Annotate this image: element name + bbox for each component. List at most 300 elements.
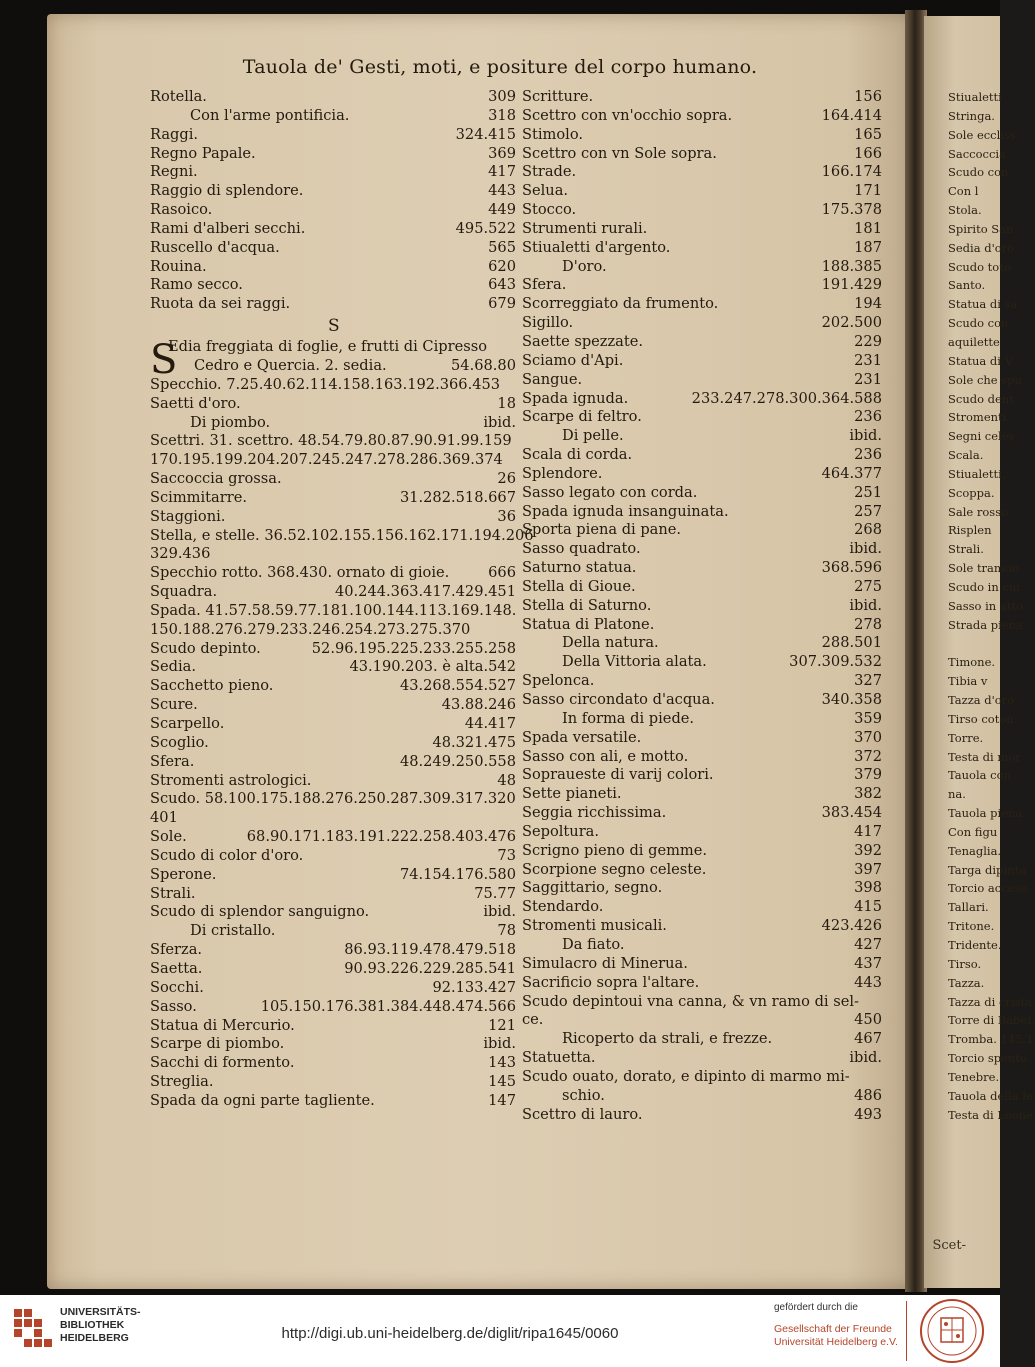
index-entry (522, 766, 882, 785)
index-entry (150, 866, 516, 885)
index-entry (522, 333, 882, 352)
entry-text: Edia freggiata di foglie, e frutti di Cipresso (168, 338, 487, 356)
entry-page-numbers: 427 (854, 935, 882, 953)
sponsor-block (774, 1302, 898, 1348)
entry-page-numbers: 368.596 (821, 559, 882, 577)
section-letter (150, 314, 516, 338)
entry-page-numbers: 397 (854, 860, 882, 878)
entry-text: Rouina. (150, 257, 207, 275)
entry-text: Scorpione segno celeste. (522, 860, 707, 878)
entry-text: Saetta. (150, 959, 203, 977)
entry-page-numbers: 493 (854, 1105, 882, 1123)
index-entry (522, 503, 882, 522)
index-entry (150, 182, 516, 201)
entry-text: Simulacro di Minerua. (522, 954, 688, 972)
index-entry (522, 465, 882, 484)
entry-text: Sepoltura. (522, 822, 600, 840)
entry-text: Scudo. 58.100.175.188.276.250.287.309.317.320 (150, 790, 516, 808)
entry-page-numbers: 175.378 (821, 201, 882, 219)
entry-text: D'oro. (562, 257, 607, 275)
entry-page-numbers: 121 (488, 1016, 516, 1034)
sponsor-org-line: Universität Heidelberg e.V. (774, 1335, 898, 1348)
entry-page-numbers: 443 (854, 973, 882, 991)
entry-text: Statua di Platone. (522, 615, 655, 633)
entry-page-numbers: 86.93.119.478.479.518 (344, 941, 516, 959)
index-entry (522, 408, 882, 427)
entry-page-numbers: 398 (854, 879, 882, 897)
facing-page-fragment: Scoppa. (948, 485, 995, 500)
entry-page-numbers: 383.454 (821, 804, 882, 822)
entry-text: Regno Papale. (150, 144, 256, 162)
entry-text: Splendore. (522, 464, 603, 482)
index-entry (150, 414, 516, 433)
facing-page-fragment (948, 634, 1035, 653)
entry-text: Scudo depinto. (150, 639, 261, 657)
entry-page-numbers: ibid. (483, 413, 516, 431)
index-entry (150, 903, 516, 922)
entry-page-numbers: 43.190.203. è alta.542 (349, 658, 516, 676)
entry-text: Regni. (150, 163, 198, 181)
facing-page-fragment: Statua di V (948, 353, 1013, 368)
index-entry (522, 672, 882, 691)
facing-page-fragment: Stringa. (948, 108, 995, 123)
facing-page-fragment: Scudo con (948, 316, 1009, 331)
index-entry (522, 691, 882, 710)
index-entry (522, 748, 882, 767)
entry-text: Sedia. (150, 658, 196, 676)
index-entry (522, 314, 882, 333)
entry-page-numbers: 145 (488, 1073, 516, 1091)
entry-page-numbers: 565 (488, 238, 516, 256)
index-entry (150, 583, 516, 602)
entry-text: Rami d'alberi secchi. (150, 219, 306, 237)
index-entry (150, 922, 516, 941)
entry-text: Scimmitarre. (150, 488, 247, 506)
entry-text: Spelonca. (522, 672, 595, 690)
entry-page-numbers: 318 (488, 106, 516, 124)
facing-page-fragment: Stiualetti (948, 90, 1002, 104)
entry-page-numbers: 75.77 (474, 884, 516, 902)
index-entry (522, 879, 882, 898)
entry-page-numbers: 166 (854, 144, 882, 162)
entry-text: Sacchetto pieno. (150, 677, 274, 695)
index-entry (150, 276, 516, 295)
entry-page-numbers: 443 (488, 182, 516, 200)
index-entry (150, 998, 516, 1017)
entry-text: Scettri. 31. scettro. 48.54.79.80.87.90.91.99.159 (150, 432, 512, 450)
entry-page-numbers: 48.249.250.558 (399, 752, 516, 770)
permalink-url[interactable]: http://digi.ub.uni-heidelberg.de/diglit/ripa1645/0060 (281, 1325, 619, 1342)
index-entry (522, 107, 882, 126)
index-entry (522, 710, 882, 729)
entry-page-numbers: 340.358 (821, 691, 882, 708)
facing-page-fragment: Sedia d'oro (948, 240, 1015, 255)
entry-page-numbers: 666 (488, 564, 516, 582)
entry-page-numbers: 44.417 (464, 715, 516, 732)
facing-page-fragment: Con l (948, 184, 979, 199)
index-entry (522, 201, 882, 220)
entry-page-numbers: 486 (854, 1086, 882, 1104)
facing-page-fragment: Sasso in atto (948, 598, 1023, 613)
index-entry (522, 597, 882, 616)
entry-text: Stella di Gioue. (522, 577, 636, 595)
entry-text: Ricoperto da strali, e frezze. (562, 1030, 773, 1048)
entry-text: 170.195.199.204.207.245.247.278.286.369.374 (150, 451, 503, 469)
entry-page-numbers: 68.90.171.183.191.222.258.403.476 (246, 828, 516, 846)
entry-text: Sette pianeti. (522, 785, 622, 803)
entry-text: Spada. 41.57.58.59.77.181.100.144.113.169.148. (150, 601, 517, 619)
facing-page-fragment: Targa dipinta (948, 862, 1026, 877)
index-entry (522, 842, 882, 861)
entry-page-numbers: 40.244.363.417.429.451 (334, 583, 516, 601)
entry-text: S (328, 316, 340, 337)
entry-text: Saccoccia grossa. (150, 470, 282, 488)
entry-text: Da fiato. (562, 935, 625, 953)
entry-text: Streglia. (150, 1073, 214, 1091)
entry-page-numbers: 18 (497, 394, 516, 412)
entry-text: Specchio. 7.25.40.62.114.158.163.192.366.453 (150, 375, 501, 393)
library-name-line: BIBLIOTHEK (60, 1319, 125, 1331)
entry-text: Statuetta. (522, 1049, 596, 1067)
facing-page-fragment: Scudo dent (948, 391, 1014, 406)
facing-page-fragment: Strada piena (948, 617, 1023, 632)
entry-page-numbers: 464.377 (821, 464, 882, 482)
facing-page-fragment: aquilette (948, 334, 1000, 349)
index-entry (522, 974, 882, 993)
facing-page-fragment: Santo. (948, 278, 986, 293)
entry-page-numbers: 417 (488, 163, 516, 181)
index-entry (150, 395, 516, 414)
catchword: Scet- (932, 1238, 966, 1253)
index-entry (522, 1106, 882, 1125)
entry-text: Sciamo d'Api. (522, 351, 624, 369)
entry-text: Strumenti rurali. (522, 219, 648, 237)
entry-page-numbers: 307.309.532 (789, 653, 882, 671)
entry-text: Strali. (150, 884, 196, 902)
entry-text: Scorreggiato da frumento. (522, 295, 719, 313)
library-name-line: UNIVERSITÄTS- (60, 1306, 141, 1318)
entry-page-numbers: 202.500 (821, 314, 882, 332)
index-entry (150, 220, 516, 239)
entry-page-numbers: 147 (488, 1091, 516, 1109)
entry-text: Scarpello. (150, 715, 225, 732)
entry-text: Con l'arme pontificia. (190, 106, 350, 124)
entry-text: Scrigno pieno di gemme. (522, 841, 708, 859)
sponsor-org-line: Gesellschaft der Freunde (774, 1323, 892, 1335)
index-entry (150, 239, 516, 258)
entry-page-numbers: 36 (497, 507, 516, 525)
entry-page-numbers: 73 (497, 846, 516, 864)
index-entry (150, 790, 516, 809)
entry-page-numbers: 324.415 (455, 125, 516, 143)
index-entry (522, 1049, 882, 1068)
library-name-line: HEIDELBERG (60, 1332, 129, 1344)
index-entry (150, 258, 516, 277)
entry-page-numbers: 188.385 (821, 257, 882, 275)
entry-page-numbers: 369 (488, 144, 516, 162)
entry-text: 150.188.276.279.233.246.254.273.275.370 (150, 620, 471, 638)
entry-text: Squadra. (150, 583, 218, 601)
facing-page-fragment: Scudo con (948, 165, 1009, 180)
entry-text: Sfera. (522, 276, 567, 294)
index-entry (150, 1054, 516, 1073)
index-entry (150, 145, 516, 164)
entry-text: Sopraueste di varij colori. (522, 766, 714, 784)
index-entry (522, 804, 882, 823)
index-entry (150, 941, 516, 960)
entry-page-numbers: 229 (854, 332, 882, 350)
facing-page-fragment: Tenebre. (948, 1069, 1000, 1084)
entry-page-numbers: 370 (854, 728, 882, 746)
entry-page-numbers: 679 (488, 295, 516, 313)
facing-page-fragment: Tridente. (948, 937, 1002, 952)
entry-text: Scudo ouato, dorato, e dipinto di marmo mi- (522, 1067, 850, 1085)
entry-page-numbers: 194 (854, 295, 882, 313)
index-entry (150, 715, 516, 734)
entry-page-numbers: ibid. (483, 1035, 516, 1053)
entry-text: Di piombo. (190, 413, 271, 431)
entry-text: Stella, e stelle. 36.52.102.155.156.162.171.194.206 (150, 526, 534, 544)
index-entry (150, 470, 516, 489)
entry-page-numbers: 415 (854, 898, 882, 916)
index-entry (522, 823, 882, 842)
index-entry (150, 489, 516, 508)
entry-page-numbers: 191.429 (821, 276, 882, 294)
index-entry (522, 427, 882, 446)
entry-text: Stromenti astrologici. (150, 771, 312, 789)
entry-page-numbers: 43.268.554.527 (399, 677, 516, 695)
entry-page-numbers: 171 (854, 182, 882, 200)
index-entry (150, 432, 516, 451)
facing-page-fragment: Tirso. (948, 956, 982, 971)
footer-divider (906, 1301, 907, 1361)
index-entry (150, 376, 516, 395)
entry-text: Scritture. (522, 88, 594, 105)
entry-text: ce. (522, 1011, 544, 1029)
index-entry (150, 772, 516, 791)
entry-text: Statua di Mercurio. (150, 1016, 295, 1034)
index-entry (522, 276, 882, 295)
index-entry (150, 88, 516, 107)
index-entry (522, 1068, 882, 1087)
entry-page-numbers: 268 (854, 521, 882, 539)
entry-text: Ruota da sei raggi. (150, 295, 291, 313)
entry-page-numbers: 417 (854, 822, 882, 840)
facing-page-fragment: Tenaglia. (948, 843, 1002, 858)
entry-page-numbers: 359 (854, 709, 882, 727)
index-entry (522, 1011, 882, 1030)
entry-text: Di pelle. (562, 427, 624, 445)
entry-page-numbers: 372 (854, 747, 882, 765)
index-entry (150, 564, 516, 583)
index-entry (150, 1073, 516, 1092)
entry-text: Scarpe di feltro. (522, 408, 642, 426)
facing-page-fragment: Testa di Leone (948, 1107, 1033, 1122)
facing-page-fragment: Sole tramon (948, 561, 1020, 576)
index-entry (522, 371, 882, 390)
index-entry (522, 861, 882, 880)
entry-page-numbers: 257 (854, 502, 882, 520)
index-entry (522, 729, 882, 748)
index-entry (522, 993, 882, 1012)
entry-text: Scettro di lauro. (522, 1105, 643, 1123)
index-entry (150, 828, 516, 847)
entry-text: 329.436 (150, 545, 211, 563)
index-entry (150, 1017, 516, 1036)
index-entry (522, 955, 882, 974)
index-entry (150, 357, 516, 376)
entry-page-numbers: 52.96.195.225.233.255.258 (311, 639, 516, 657)
entry-page-numbers: 643 (488, 276, 516, 294)
facing-page-fragment: Statua di sa (948, 297, 1018, 312)
entry-page-numbers: 78 (497, 922, 516, 940)
index-entry (522, 616, 882, 635)
index-entry (150, 1035, 516, 1054)
index-entry (150, 696, 516, 715)
index-entry (150, 451, 516, 470)
entry-page-numbers: ibid. (849, 1049, 882, 1067)
facing-page-fragment: Tauola piena (948, 806, 1023, 821)
entry-text: Scudo di splendor sanguigno. (150, 903, 370, 921)
entry-text: Sperone. (150, 865, 217, 883)
entry-text: Sasso. (150, 997, 197, 1015)
entry-page-numbers: 495.522 (455, 219, 516, 237)
entry-text: Seggia ricchissima. (522, 804, 667, 822)
facing-page-fragment: Sole che spu (948, 372, 1022, 387)
entry-text: Saturno statua. (522, 559, 637, 577)
index-entry (150, 753, 516, 772)
facing-page-fragment: Torre. (948, 730, 984, 745)
entry-text: Saetti d'oro. (150, 394, 241, 412)
facing-page-fragment: Torcio acceso (948, 881, 1028, 896)
facing-page-fragment: Stromenti (948, 410, 1007, 425)
index-entry (522, 484, 882, 503)
entry-page-numbers: 26 (497, 470, 516, 488)
entry-text: Rotella. (150, 88, 207, 105)
entry-page-numbers: 620 (488, 257, 516, 275)
entry-page-numbers: 382 (854, 785, 882, 803)
entry-text: Selua. (522, 182, 569, 200)
index-entry (522, 785, 882, 804)
entry-text: Ramo secco. (150, 276, 243, 294)
facing-page-fragment: Stiualetti. (948, 466, 1006, 481)
index-entry (522, 1030, 882, 1049)
entry-text: Scala di corda. (522, 446, 633, 464)
facing-page-fragment: Tirso coton (948, 711, 1014, 726)
index-entry (522, 540, 882, 559)
facing-page-fragment: Torcio spento. (948, 1051, 1031, 1066)
entry-page-numbers: 437 (854, 954, 882, 972)
entry-text: Sasso quadrato. (522, 540, 641, 558)
entry-page-numbers: 449 (488, 201, 516, 219)
index-entry (522, 936, 882, 955)
entry-text: Stella di Saturno. (522, 596, 652, 614)
entry-text: In forma di piede. (562, 709, 695, 727)
entry-text: Scudo depintoui vna canna, & vn ramo di sel- (522, 992, 859, 1010)
entry-text: Staggioni. (150, 507, 226, 525)
entry-text: Stiualetti d'argento. (522, 238, 671, 256)
entry-page-numbers: 143 (488, 1054, 516, 1072)
index-entry (522, 559, 882, 578)
entry-text: Spada ignuda insanguinata. (522, 502, 729, 520)
entry-page-numbers: 54.68.80 (451, 356, 516, 374)
entry-page-numbers: ibid. (849, 540, 882, 558)
index-entry (522, 917, 882, 936)
index-entry (150, 201, 516, 220)
entry-page-numbers: 181 (854, 219, 882, 237)
entry-page-numbers: 92.133.427 (432, 978, 516, 996)
facing-page-fragment: Tazza di crista (948, 994, 1032, 1009)
index-entry (150, 809, 516, 828)
index-entry (522, 521, 882, 540)
entry-text: Spada da ogni parte tagliente. (150, 1091, 375, 1109)
page-header: Tauola de' Gesti, moti, e positure del corpo humano. (242, 56, 758, 78)
entry-text: 401 (150, 809, 178, 827)
entry-page-numbers: 156 (854, 88, 882, 105)
entry-page-numbers: 309 (488, 88, 516, 105)
index-entry (150, 602, 516, 621)
entry-text: Sfera. (150, 752, 195, 770)
facing-page-fragment: Segni celes (948, 429, 1015, 444)
entry-text: Rasoico. (150, 201, 213, 219)
entry-text: Della Vittoria alata. (562, 653, 707, 671)
entry-text: Ruscello d'acqua. (150, 238, 280, 256)
entry-page-numbers: ibid. (483, 903, 516, 921)
entry-text: Della natura. (562, 634, 659, 652)
entry-text: Sacchi di formento. (150, 1054, 295, 1072)
index-entry (522, 390, 882, 409)
entry-text: Spada versatile. (522, 728, 642, 746)
entry-text: Di cristallo. (190, 922, 276, 940)
entry-text: Scettro con vn'occhio sopra. (522, 106, 733, 124)
drop-capital: S (150, 337, 178, 384)
index-entry (522, 163, 882, 182)
facing-page-fragment: Testa di mor (948, 749, 1021, 764)
facing-page-fragment: Risplen (948, 523, 992, 538)
entry-text: Raggi. (150, 125, 199, 143)
index-entry (522, 220, 882, 239)
index-entry (522, 239, 882, 258)
index-entry (150, 885, 516, 904)
entry-page-numbers: 187 (854, 238, 882, 256)
index-entry (150, 1092, 516, 1111)
entry-page-numbers: 231 (854, 351, 882, 369)
entry-page-numbers: 164.414 (821, 106, 882, 124)
index-entry (150, 295, 516, 314)
facing-page-fragment: Tauola con (948, 768, 1011, 783)
index-entry (150, 107, 516, 126)
facing-page-fragment: Tritone. (948, 919, 995, 934)
entry-page-numbers: 450 (854, 1011, 882, 1029)
facing-page-fragment: Torre di Babel. (948, 1013, 1035, 1028)
entry-page-numbers: ibid. (849, 596, 882, 614)
facing-page-fragment: Tazza d'oro (948, 693, 1015, 707)
index-entry (522, 352, 882, 371)
footer-bar (0, 1295, 1000, 1367)
entry-page-numbers: 165 (854, 125, 882, 143)
facing-page-fragment: Sale rosso. (948, 504, 1012, 519)
entry-page-numbers: 48.321.475 (432, 733, 516, 751)
entry-page-numbers: ibid. (849, 427, 882, 445)
entry-text: Sasso con ali, e motto. (522, 747, 689, 765)
entry-text: Sasso circondato d'acqua. (522, 691, 715, 708)
entry-text: Scarpe di piombo. (150, 1035, 285, 1053)
entry-page-numbers: 288.501 (821, 634, 882, 652)
facing-page-fragment: Timone. (948, 655, 996, 670)
entry-text: Sangue. (522, 370, 583, 388)
facing-page-fragment: Scala. (948, 448, 984, 463)
index-entry (150, 163, 516, 182)
